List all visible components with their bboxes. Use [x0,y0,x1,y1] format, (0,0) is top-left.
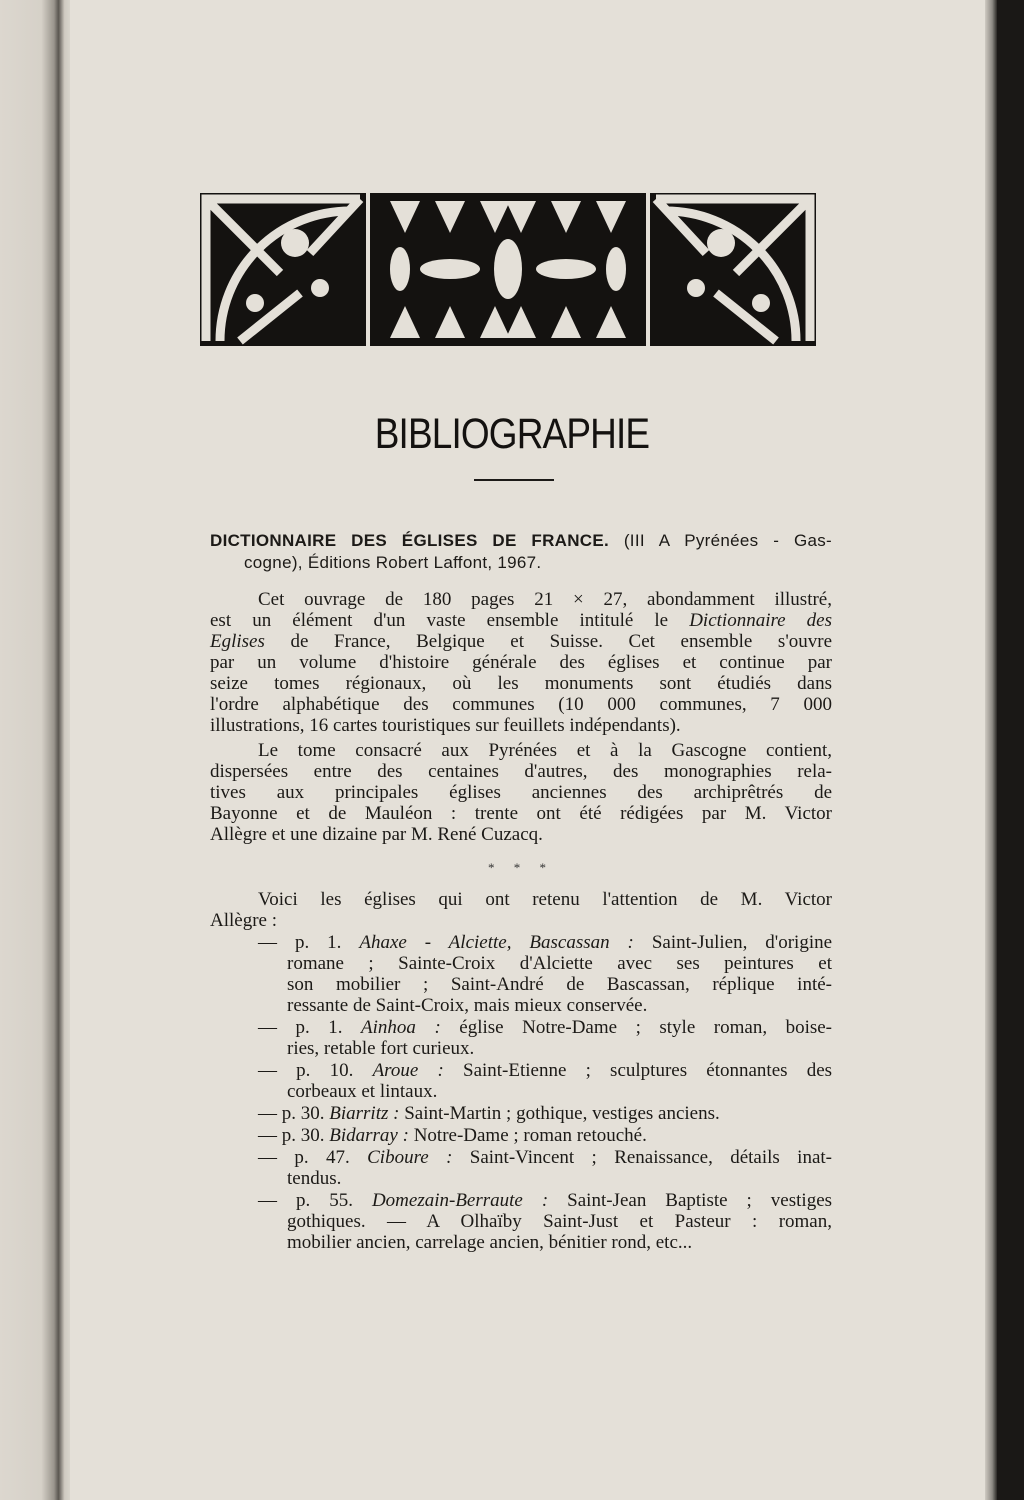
intro-line: Allègre : [210,910,278,931]
ornament-band [200,193,816,346]
page-title: BIBLIOGRAPHIE [374,410,650,458]
place-name: Ahaxe - Alciette, Bascassan : [359,932,634,953]
entry-first-line [210,1017,832,1038]
intro-line: Voici les églises qui ont retenu l'attention de M. Victor [258,889,832,910]
entry-first-line [210,932,832,953]
list-item [210,1103,832,1124]
list-item [210,1125,832,1146]
entry-text-line: mobilier ancien, carrelage ancien, bénitier rond, etc... [287,1232,693,1253]
entries [210,932,832,1253]
entry-first-line [210,1125,832,1146]
text-line: Bayonne et de Mauléon : trente ont été rédigées par M. Victor [210,803,832,824]
entry-text: église Notre-Dame ; style roman, boise- [459,1017,833,1038]
text-column [210,530,832,1253]
page-edge-shadow [985,0,997,1500]
text-line: dispersées entre des centaines d'autres, des monographies rela- [210,761,832,782]
reference-block [210,530,832,574]
page-ref: — p. 1. [258,1017,343,1038]
text-line: l'ordre alphabétique des communes (10 000 communes, 7 000 [210,694,832,715]
entry-text: Saint-Vincent ; Renaissance, détails inat- [469,1147,833,1168]
text-line: seize tomes régionaux, où les monuments sont étudiés dans [210,673,832,694]
page-ref: — p. 10. [258,1060,354,1081]
entry-text-line: son mobilier ; Saint-André de Bascassan, réplique inté- [287,974,832,995]
reference-heading-line [210,530,832,552]
text-line: Cet ouvrage de 180 pages 21 × 27, abondamment illustré, [258,589,832,610]
text-span: est un élément d'un vaste ensemble intitulé le [210,610,690,631]
page-ref: — p. 30. [258,1125,325,1146]
text-line: tives aux principales églises anciennes des archiprêtrés de [210,782,832,803]
text-line [210,631,832,652]
reference-heading-rest: (III A Pyrénées - Gas- [623,531,833,550]
text-line: Allègre et une dizaine par M. René Cuzacq. [210,824,543,845]
entry-first-line [210,1060,832,1081]
previous-page-edge [0,0,75,1500]
reference-line-2: cogne), Éditions Robert Laffont, 1967. [244,553,542,572]
text-line [210,610,832,631]
italic-title: Eglises [210,631,265,652]
entry-text: Saint-Jean Baptiste ; vestiges [567,1190,833,1211]
entry-text-line: ries, retable fort curieux. [287,1038,475,1059]
page-ref: — p. 55. [258,1190,353,1211]
reference-heading: DICTIONNAIRE DES ÉGLISES DE FRANCE. [210,531,610,550]
entry-text: Saint-Julien, d'origine [651,932,833,953]
place-name: Ciboure : [367,1147,453,1168]
place-name: Ainhoa : [361,1017,441,1038]
church-list [210,889,832,1253]
entry-first-line [210,1190,832,1211]
paragraph-1 [210,589,832,736]
italic-title: Dictionnaire des [689,610,833,631]
list-item [210,1147,832,1189]
place-name: Bidarray : [329,1125,409,1146]
paragraph-2 [210,740,832,845]
text-span: de France, Belgique et Suisse. Cet ensemble s'ouvre [264,631,832,652]
page-ref: — p. 30. [258,1103,325,1124]
entry-text-line: ressante de Saint-Croix, mais mieux conservée. [287,995,648,1016]
text-line: illustrations, 16 cartes touristiques sur feuillets indépendants). [210,715,681,736]
page-ref: — p. 47. [258,1147,350,1168]
text-line: par un volume d'histoire générale des églises et continue par [210,652,832,673]
list-item [210,1060,832,1102]
section-separator: * * * [488,860,554,875]
page-ref: — p. 1. [258,932,342,953]
entry-text: Saint-Etienne ; sculptures étonnantes des [463,1060,833,1081]
text-line: Le tome consacré aux Pyrénées et à la Gascogne contient, [258,740,832,761]
entry-text-line: tendus. [287,1168,342,1189]
entry-text-line: corbeaux et lintaux. [287,1081,438,1102]
entry-first-line [210,1147,832,1168]
entry-text-line: romane ; Sainte-Croix d'Alciette avec ses peintures et [287,953,832,974]
place-name: Biarritz : [329,1103,400,1124]
entry-first-line [210,1103,832,1124]
entry-text-line: gothiques. — A Olhaïby Saint-Just et Pasteur : roman, [287,1211,832,1232]
place-name: Aroue : [372,1060,444,1081]
list-item [210,1017,832,1059]
entry-text: Saint-Martin ; gothique, vestiges anciens. [404,1103,720,1124]
place-name: Domezain-Berraute : [371,1190,549,1211]
entry-text: Notre-Dame ; roman retouché. [413,1125,647,1146]
title-rule [474,479,554,481]
list-item [210,1190,832,1253]
list-item [210,932,832,1016]
